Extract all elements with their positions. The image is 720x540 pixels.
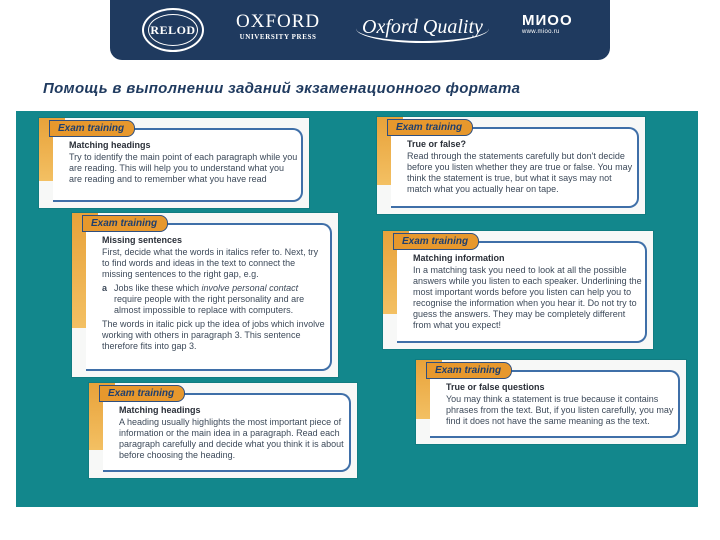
- card-text: Read through the statements carefully but don't decide before you listen whether they are true or false. You may think the statement is true, but what it says may not match what you actually hear on tape.: [407, 151, 633, 194]
- exam-training-label: Exam training: [49, 120, 135, 137]
- exam-training-label: Exam training: [387, 119, 473, 136]
- card-content: [102, 235, 328, 373]
- card-content: [69, 140, 299, 204]
- card-content: [446, 382, 676, 440]
- exam-training-label: Exam training: [82, 215, 168, 232]
- oxford-logo-text: OXFORD: [236, 11, 321, 32]
- card-text: First, decide what the words in italics refer to. Next, try to find words and ideas in the text to connect the missing sentences to the right gap, e.g.: [102, 247, 319, 279]
- mioo-logo-url: www.mioo.ru: [522, 29, 560, 35]
- oxford-university-press-logo: [236, 12, 320, 41]
- header-banner: [110, 0, 610, 60]
- exam-card-matching-headings: [39, 118, 309, 208]
- card-content: [119, 405, 347, 474]
- card-text: A heading usually highlights the most important piece of information or the main idea in a paragraph. Read each paragraph carefully and decide what you think it is about before choosing the heading.: [119, 417, 344, 460]
- card-content: [407, 139, 635, 210]
- exam-card-matching-headings-2: [89, 383, 357, 478]
- example-italic-phrase: involve personal contact: [201, 283, 299, 293]
- oxford-logo-subtext: UNIVERSITY PRESS: [239, 33, 317, 41]
- card-text: Try to identify the main point of each paragraph while you are reading. This will help you to understand what you are reading and to remember what you have read: [69, 152, 298, 184]
- exam-card-matching-information: [383, 231, 653, 349]
- relod-logo: [142, 8, 204, 52]
- card-text: You may think a statement is true because it contains phrases from the text. But, if you listen carefully, you may find it does not have the same meaning as the text.: [446, 394, 674, 426]
- example-text-start: Jobs like these which: [114, 283, 202, 293]
- card-heading: Missing sentences: [102, 235, 183, 245]
- card-heading: Matching information: [413, 253, 505, 263]
- example-text-end: require people with the right personality and are almost impossible to replace with computers.: [114, 294, 305, 315]
- card-heading: Matching headings: [119, 405, 201, 415]
- card-heading: True or false?: [407, 139, 467, 149]
- exam-card-missing-sentences: [72, 213, 338, 377]
- exam-training-label: Exam training: [426, 362, 512, 379]
- relod-logo-text: RELOD: [150, 22, 196, 37]
- card-example: [102, 283, 328, 316]
- card-heading: True or false questions: [446, 382, 545, 392]
- mioo-logo: [522, 12, 573, 35]
- exam-card-true-or-false-questions: [416, 360, 686, 444]
- card-text-continued: The words in italic pick up the idea of jobs which involve working with others in paragraph 3. This sentence therefore fits into gap 3.: [102, 319, 325, 351]
- mioo-logo-text: МИОО: [522, 12, 573, 29]
- example-sentence: [114, 283, 328, 316]
- example-marker: a: [102, 283, 108, 293]
- page-title: Помощь в выполнении заданий экзаменационного формата: [43, 80, 521, 97]
- exam-training-label: Exam training: [393, 233, 479, 250]
- card-heading: Matching headings: [69, 140, 151, 150]
- card-content: [413, 253, 643, 345]
- oxford-quality-logo: Oxford Quality: [356, 14, 489, 43]
- exam-training-panel: [16, 111, 698, 507]
- card-text: In a matching task you need to look at all the possible answers while you listen to each speaker. Underlining the most important words before you listen can help you to recognise the information when you hear it. Do not try to guess the answers. They may be completely different from what you expect!: [413, 265, 642, 330]
- exam-card-true-or-false: [377, 117, 645, 214]
- exam-training-label: Exam training: [99, 385, 185, 402]
